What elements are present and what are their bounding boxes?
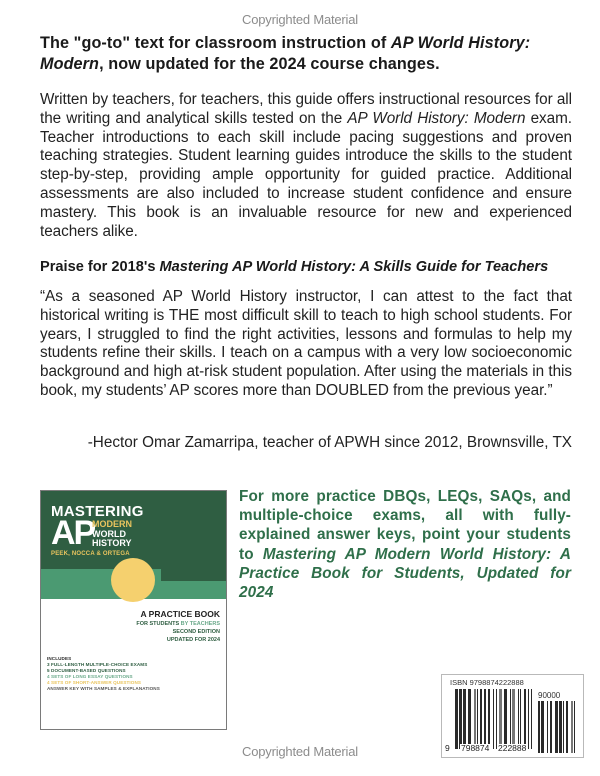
copyright-watermark-bottom: Copyrighted Material	[242, 744, 358, 759]
cover-includes-list	[47, 656, 160, 692]
description-text-end: exam. Teacher introductions to each skill include pacing suggestions and proven teaching strategies. Student learning guides introduce the skills to the student step-by-step, providing ample opportunity for guided practice. Additional assessments are also included to increase student confidence and ensure mastery. This book is an invaluable resource for new and experienced teachers alike.	[40, 109, 573, 240]
cover-includes-item: 4 SETS OF SHORT-ANSWER QUESTIONS	[47, 680, 142, 685]
praise-heading-prefix: Praise for 2018's	[40, 259, 160, 275]
description-title-italic: AP World History: Modern	[347, 109, 526, 127]
cover-history: HISTORY	[92, 538, 132, 548]
cover-practice-info	[136, 608, 220, 644]
cover-for-students-text: FOR STUDENTS	[136, 621, 180, 627]
cover-includes-item: 3 FULL-LENGTH MULTIPLE-CHOICE EXAMS	[47, 662, 148, 667]
cover-updated: UPDATED FOR 2024	[166, 637, 220, 643]
promo-text: For more practice DBQs, LEQs, SAQs, and multiple-choice exams, all with fully-explained answer keys, point your students to	[239, 488, 571, 563]
cover-edition: SECOND EDITION	[172, 629, 220, 635]
testimonial-quote: “As a seasoned AP World History instructor, I can attest to the fact that historical writing is THE most difficult skill to teach to high school students. For years, I struggled to find the right activities, lessons and formulas to help my students refine their skills. I teach on a campus with a very low socioeconomic background and high at-risk student population. After using the materials in this book, my students’ AP scores more than DOUBLED from the previous year.”	[40, 288, 572, 399]
praise-heading-book-title: Mastering AP World History: A Skills Guide for Teachers	[159, 259, 549, 275]
description-text: Written by teachers, for teachers, this guide offers instructional resources for all the writing and analytical skills tested on the	[40, 91, 572, 127]
cover-subtitle	[92, 520, 132, 549]
cover-title-mastering: MASTERING	[51, 503, 144, 520]
isbn-label: ISBN 9798874222888	[450, 678, 524, 687]
practice-book-promo	[239, 487, 571, 602]
praise-heading	[40, 257, 580, 277]
barcode-digits-right: 222888	[498, 743, 527, 753]
cover-authors: PEEK, NOCCA & ORTEGA	[51, 551, 130, 557]
cover-dark-band	[161, 569, 226, 581]
cover-includes-item: INCLUDES	[47, 656, 72, 661]
barcode-digit-first: 9	[445, 743, 450, 753]
cover-modern: MODERN	[92, 519, 132, 529]
headline	[40, 33, 572, 75]
testimonial-attribution: -Hector Omar Zamarripa, teacher of APWH since 2012, Brownsville, TX	[87, 434, 572, 451]
cover-includes-item: 4 SETS OF LONG ESSAY QUESTIONS	[47, 674, 133, 679]
headline-text-end: , now updated for the 2024 course changes.	[99, 55, 440, 73]
barcode-digits-left: 798874	[461, 743, 490, 753]
cover-practice-book: A PRACTICE BOOK	[140, 609, 220, 619]
cover-world: WORLD	[92, 528, 126, 539]
barcode-bars-main	[455, 689, 533, 749]
cover-includes-item: 5 DOCUMENT-BASED QUESTIONS	[47, 668, 126, 673]
barcode-price-code: 90000	[538, 691, 561, 700]
copyright-watermark-top: Copyrighted Material	[242, 12, 358, 27]
promo-book-title: Mastering AP Modern World History: A Practice Book for Students, Updated for 2024	[239, 545, 571, 602]
cover-includes-item: ANSWER KEY WITH SAMPLES & EXPLANATIONS	[47, 686, 160, 691]
description-paragraph	[40, 91, 572, 241]
cover-yellow-circle	[111, 558, 155, 602]
practice-book-cover	[40, 490, 227, 730]
headline-text: The "go-to" text for classroom instruction of	[40, 34, 391, 52]
cover-by-teachers: BY TEACHERS	[179, 621, 220, 627]
cover-title-ap: AP	[51, 514, 95, 552]
cover-for-students	[136, 620, 220, 628]
headline-title-italic: AP World History: Modern	[40, 34, 531, 73]
